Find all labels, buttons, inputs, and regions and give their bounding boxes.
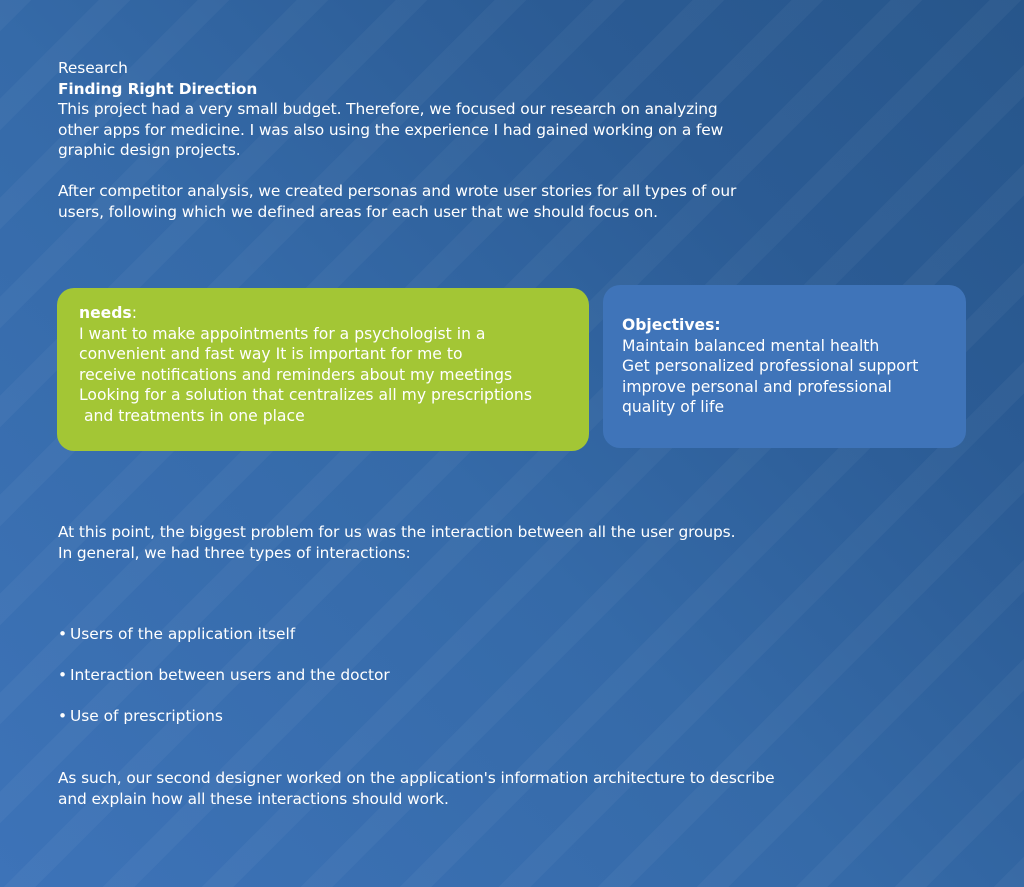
list-item-text: Interaction between users and the doctor bbox=[70, 666, 390, 684]
objective-item: Maintain balanced mental health bbox=[622, 336, 880, 355]
interaction-types-list bbox=[58, 624, 390, 747]
problem-line: At this point, the biggest problem for us was the interaction between all the user groups. bbox=[58, 523, 736, 541]
needs-item: receive notifications and reminders about my meetings bbox=[79, 365, 513, 384]
closing-line: As such, our second designer worked on the application's information architecture to describe bbox=[58, 769, 775, 787]
needs-card-title bbox=[79, 303, 589, 324]
objectives-card-title: Objectives: bbox=[622, 316, 721, 334]
section-title: Finding Right Direction bbox=[58, 79, 258, 98]
objective-item: improve personal and professional bbox=[622, 377, 892, 396]
list-item-text: Users of the application itself bbox=[70, 625, 296, 643]
bullet-icon: • bbox=[58, 707, 68, 725]
needs-title-text: needs bbox=[79, 304, 132, 322]
analysis-paragraph-line: After competitor analysis, we created personas and wrote user stories for all types of our bbox=[58, 182, 737, 200]
needs-title-colon: : bbox=[131, 304, 137, 322]
research-intro bbox=[58, 58, 736, 222]
problem-line: In general, we had three types of interactions: bbox=[58, 543, 411, 562]
intro-paragraph-line: This project had a very small budget. Therefore, we focused our research on analyzing bbox=[58, 100, 718, 118]
bullet-icon: • bbox=[58, 625, 68, 643]
objectives-card bbox=[603, 285, 966, 448]
list-item-text: Use of prescriptions bbox=[70, 707, 223, 725]
intro-paragraph-line: graphic design projects. bbox=[58, 141, 241, 159]
needs-item: Looking for a solution that centralizes all my prescriptions bbox=[79, 386, 532, 404]
list-item bbox=[58, 665, 390, 686]
problem-statement bbox=[58, 522, 735, 563]
paragraph-gap bbox=[58, 161, 736, 182]
needs-card bbox=[57, 288, 589, 451]
closing-statement bbox=[58, 768, 775, 809]
needs-item: convenient and fast way It is important for me to bbox=[79, 345, 463, 363]
intro-paragraph-line: other apps for medicine. I was also using the experience I had gained working on a few bbox=[58, 120, 724, 139]
list-item bbox=[58, 624, 390, 645]
analysis-paragraph-line: users, following which we defined areas for each user that we should focus on. bbox=[58, 202, 658, 221]
needs-item: and treatments in one place bbox=[79, 406, 305, 425]
closing-line: and explain how all these interactions should work. bbox=[58, 789, 449, 808]
objective-item: Get personalized professional support bbox=[622, 357, 919, 375]
list-item bbox=[58, 706, 390, 727]
objective-item: quality of life bbox=[622, 398, 725, 416]
needs-item: I want to make appointments for a psychologist in a bbox=[79, 324, 486, 343]
bullet-icon: • bbox=[58, 666, 68, 684]
section-label: Research bbox=[58, 59, 128, 77]
